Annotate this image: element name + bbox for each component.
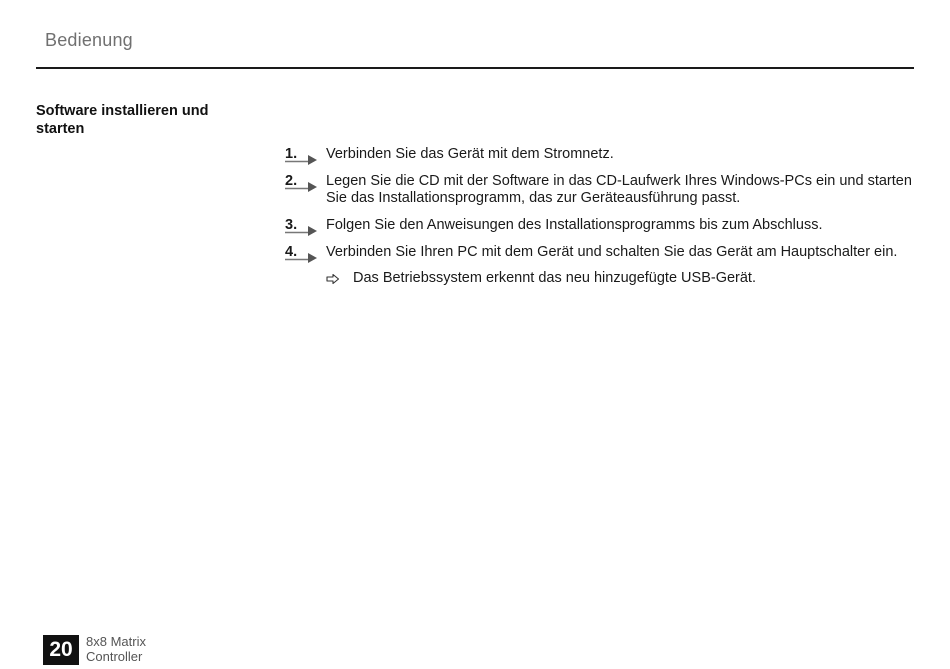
step-item-1 (285, 146, 915, 163)
step-number: 2. (285, 173, 298, 189)
section-heading: Software installieren und starten (36, 103, 209, 137)
result-text: Das Betriebssystem erkennt das neu hinzugefügte USB-Gerät. (353, 270, 756, 286)
step-item-2 (285, 173, 915, 207)
step-number: 1. (285, 146, 298, 162)
footer-product-name (86, 634, 146, 664)
footer-product-line: Controller (86, 649, 143, 664)
step-arrow-icon (285, 146, 319, 168)
step-list (285, 146, 915, 287)
step-arrow-icon (285, 217, 319, 239)
footer-product-line: 8x8 Matrix (86, 634, 146, 649)
step-result (285, 270, 915, 287)
step-item-4 (285, 244, 915, 261)
step-number: 3. (285, 217, 298, 233)
step-text: Legen Sie die CD mit der Software in das CD-Laufwerk Ihres Windows-PCs ein und starten Sie das Installationsprogramm, das zur Geräteausführung passt. (326, 173, 912, 206)
step-arrow-icon (285, 173, 319, 195)
step-text: Folgen Sie den Anweisungen des Installationsprogramms bis zum Abschluss. (326, 217, 823, 233)
step-arrow-icon (285, 244, 319, 266)
header-divider (36, 67, 914, 69)
step-text: Verbinden Sie das Gerät mit dem Stromnetz. (326, 146, 614, 162)
step-number: 4. (285, 244, 298, 260)
step-text: Verbinden Sie Ihren PC mit dem Gerät und schalten Sie das Gerät am Hauptschalter ein. (326, 244, 898, 260)
page-number: 20 (43, 635, 79, 665)
page-header-title: Bedienung (45, 30, 133, 50)
step-item-3 (285, 217, 915, 234)
result-arrow-icon (326, 273, 340, 285)
